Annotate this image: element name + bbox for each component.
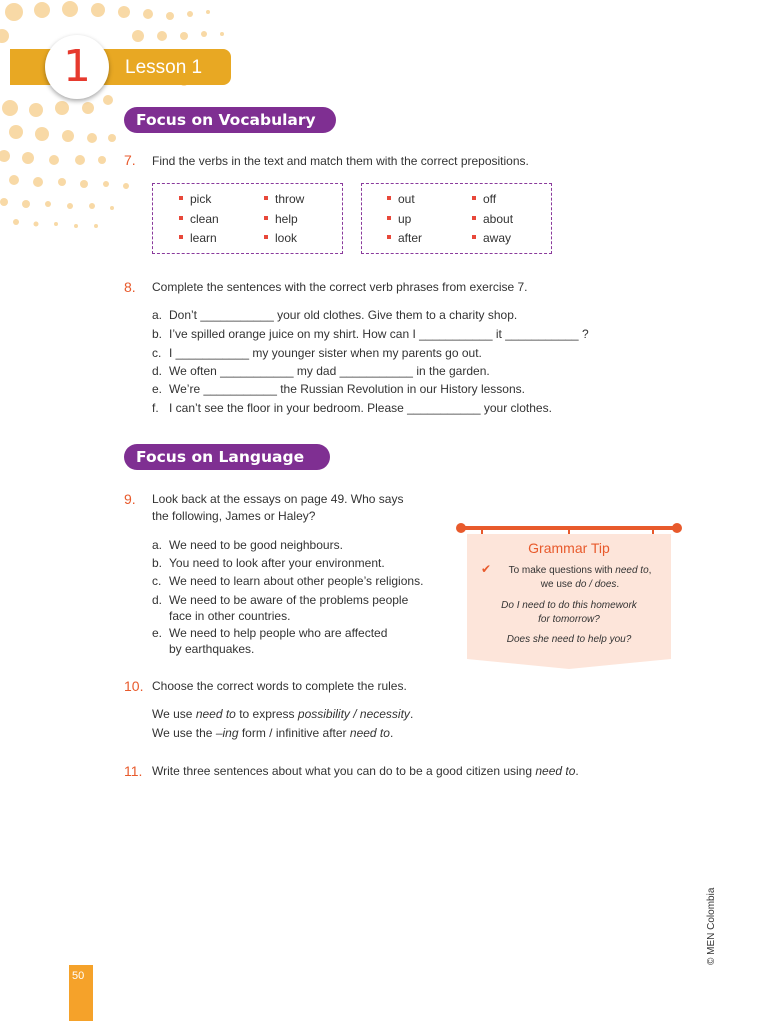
sentence-item: b. I’ve spilled orange juice on my shirt. How can I ___________ it ___________ ? [152, 327, 589, 341]
verb-word: throw [264, 192, 304, 206]
lesson-label: Lesson 1 [125, 57, 203, 78]
grammar-tip-example: Do I need to do this homework for tomorrow? [501, 600, 637, 625]
verb-word: clean [179, 212, 219, 226]
preposition-word: about [472, 212, 513, 226]
sentence-item: f. I can’t see the floor in your bedroom. Please ___________ your clothes. [152, 401, 552, 415]
exercise-number-11: 11. [124, 763, 143, 779]
grammar-tip-example: Does she need to help you? [506, 634, 632, 645]
page-number: 50 [72, 970, 85, 982]
exercise-11-instruction: Write three sentences about what you can do to be a good citizen using need to. [152, 764, 579, 778]
statement-item: b. You need to look after your environment. [152, 556, 385, 570]
lesson-number-badge [45, 35, 109, 99]
statement-item: c. We need to learn about other people’s religions. [152, 574, 424, 588]
check-icon: ✔ [481, 562, 492, 576]
exercise-number-10: 10. [124, 678, 144, 694]
rule-sentence: We use need to to express possibility / necessity. [152, 707, 414, 721]
sentence-item: d. We often ___________ my dad ___________ in the garden. [152, 364, 490, 378]
preposition-word: away [472, 231, 511, 245]
exercise-number-8: 8. [124, 279, 136, 295]
exercise-number-7: 7. [124, 152, 136, 168]
exercise-8-instruction: Complete the sentences with the correct verb phrases from exercise 7. [152, 280, 528, 294]
preposition-word: up [387, 212, 411, 226]
preposition-word: off [472, 192, 496, 206]
preposition-word: after [387, 231, 422, 245]
sentence-item: a. Don’t ___________ your old clothes. Give them to a charity shop. [152, 308, 518, 322]
preposition-word: out [387, 192, 415, 206]
statement-item: d. We need to be aware of the problems people face in other countries. [152, 593, 409, 623]
rule-sentence: We use the –ing form / infinitive after need to. [152, 726, 394, 740]
grammar-tip-point [467, 659, 671, 669]
rod-end-dot [672, 523, 682, 533]
statement-item: a. We need to be good neighbours. [152, 538, 343, 552]
rod-end-dot [456, 523, 466, 533]
grammar-tip-rule: To make questions with need to, we use do / does. [508, 565, 652, 590]
sentence-item: e. We’re ___________ the Russian Revolution in our History lessons. [152, 382, 525, 396]
grammar-tip-title: Grammar Tip [528, 540, 610, 556]
verb-word: look [264, 231, 297, 245]
verb-word: help [264, 212, 298, 226]
verb-word: pick [179, 192, 211, 206]
sentence-item: c. I ___________ my younger sister when my parents go out. [152, 346, 482, 360]
statement-item: e. We need to help people who are affected by earthquakes. [152, 626, 388, 656]
exercise-9-instruction: Look back at the essays on page 49. Who says the following, James or Haley? [152, 492, 404, 523]
copyright-notice: © MEN Colombia [706, 887, 717, 965]
section-title-language: Focus on Language [124, 444, 330, 470]
verb-word: learn [179, 231, 217, 245]
exercise-number-9: 9. [124, 491, 136, 507]
lesson-number: 1 [63, 41, 91, 92]
exercise-10-instruction: Choose the correct words to complete the rules. [152, 679, 407, 693]
exercise-7-instruction: Find the verbs in the text and match them with the correct prepositions. [152, 154, 529, 168]
section-title-vocabulary: Focus on Vocabulary [124, 107, 336, 133]
